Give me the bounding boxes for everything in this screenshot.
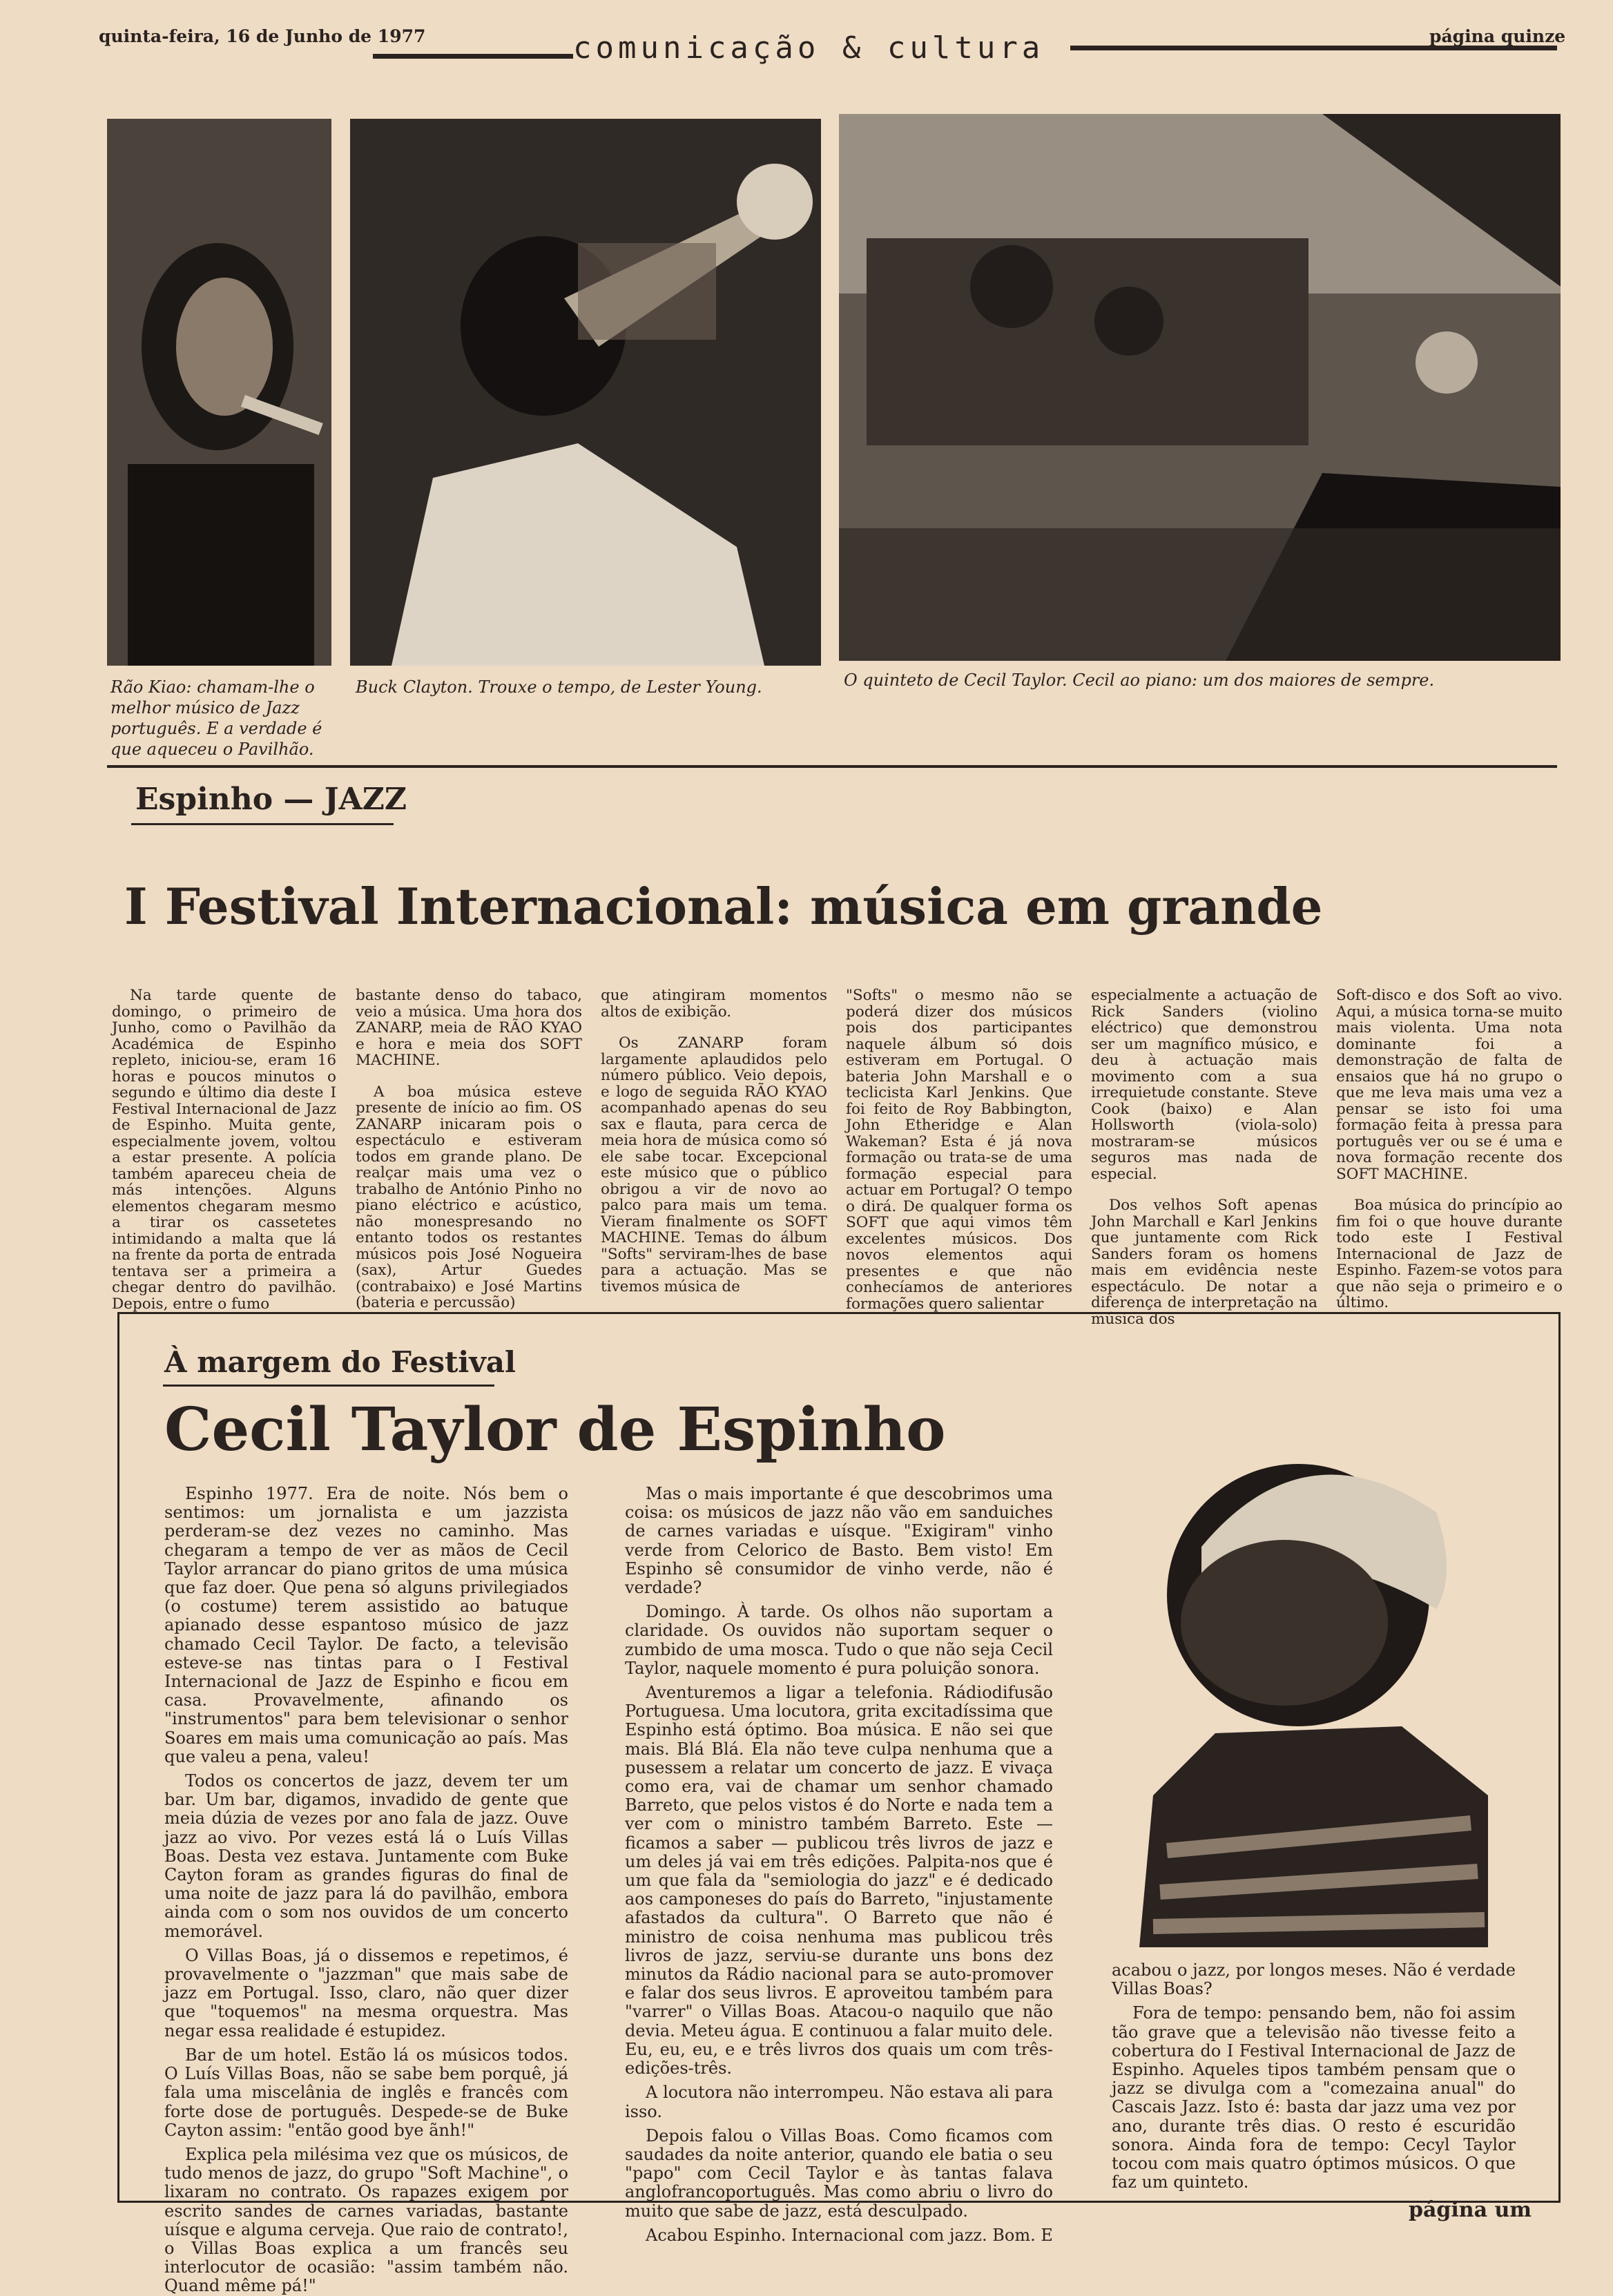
article-paragraph: Os ZANARP foram largamente aplaudidos pelo número público. Veio depois, e logo de seguida RÃO KYAO acompanhado apenas do seu sax e flauta, para cerca de meia hora de música como só ele sabe tocar. Excepcional este músico que o público obrigou a vir de novo ao palco para mais um tema. Vieram finalmente os SOFT MACHINE. Temas do álbum "Softs" serviram-lhes de base para a actuação. Mas se tivemos música de [601, 1034, 827, 1295]
article-column-5 [1091, 987, 1317, 1327]
sidebar-paragraph: Fora de tempo: pensando bem, não foi assim tão grave que a televisão não tivesse feito a cobertura do I Festival Internacional de Jazz de Espinho. Aqueles tipos também pensam que o jazz se divulga com a "comezaina anual" do Cascais Jazz. Isto é: basta dar jazz uma vez por ano, durante três dias. O resto é escuridão sonora. Ainda fora de tempo: Cecyl Taylor tocou com mais quatro óptimos músicos. O que faz um quinteto. [1112, 2003, 1516, 2192]
sidebar-paragraph: Explica pela milésima vez que os músicos, de tudo menos de jazz, do grupo "Soft Machine", o lixaram no contrato. Os rapazes exigem por escrito sandes de carnes variadas, bastante uísque e alguma cerveja. Que raio de contrato!, o Villas Boas explica a um francês seu interlocutor de ocasião: "assim também não. Quand même pá!" [164, 2144, 568, 2296]
article-paragraph: bastante denso do tabaco, veio a música. Uma hora dos ZANARP, meia de RÃO KYAO e hora e meia dos SOFT MACHINE. [356, 987, 582, 1069]
article-column-2 [356, 987, 582, 1311]
sidebar-paragraph: A locutora não interrompeu. Não estava ali para isso. [625, 2083, 1053, 2121]
photo-cecil-taylor [1112, 1436, 1488, 1947]
caption-photo-3: O quinteto de Cecil Taylor. Cecil ao piano: um dos maiores de sempre. [844, 671, 1435, 690]
sidebar-column-1 [164, 1485, 568, 2296]
sidebar-kicker-underline [163, 1385, 494, 1387]
sidebar-paragraph: Acabou Espinho. Internacional com jazz. Bom. E [646, 2225, 1053, 2245]
header-rule-right [1070, 46, 1557, 50]
saxophonist-photo-icon [107, 119, 331, 666]
photo-rao-kiao [107, 119, 331, 666]
photo-buck-clayton [350, 119, 821, 666]
article-paragraph: A boa música esteve presente de início ao fim. OS ZANARP inicaram pois o espectáculo e estiveram todos em grande plano. De realçar mais uma vez o trabalho de António Pinho no piano eléctrico e acústico, não monespresando no entanto todos os restantes músicos pois José Nogueira (sax), Artur Guedes (contrabaixo) e José Martins (bateria e percussão) [356, 1083, 582, 1311]
header-date: quinta-feira, 16 de Junho de 1977 [99, 26, 426, 46]
article-paragraph: Na tarde quente de domingo, o primeiro de Junho, como o Pavilhão da Académica de Espinho repleto, iniciou-se, eram 16 horas e poucos minutos o segundo e último dia deste I Festival Internacional de Jazz de Espinho. Muita gente, especialmente jovem, voltou a estar presente. A polícia também apareceu cheia de más intenções. Alguns elementos chegaram mesmo a tirar os cassetetes intimidando a malta que lá na frente da porta de entrada tentava ser a primeira a chegar dentro do pavilhão. Depois, entre o fumo [112, 987, 336, 1313]
section-divider [107, 765, 1557, 768]
caption-photo-2: Buck Clayton. Trouxe o tempo, de Lester Young. [356, 677, 762, 697]
caption-photo-1: Rão Kiao: chamam-lhe o melhor músico de Jazz português. E a verdade é que aqueceu o Pavilhão. [110, 677, 322, 759]
header-section: comunicação & cultura [573, 30, 1045, 66]
sidebar-paragraph: Todos os concertos de jazz, devem ter um bar. Um bar, digamos, invadido de gente que meia dúzia de vezes por ano fala de jazz. Ouve jazz ao vivo. Por vezes está lá o Luís Villas Boas. Desta vez estava. Juntamente com Buke Cayton foram as grandes figuras do final de uma noite de jazz para lá do pavilhão, embora ainda com o som nos ouvidos de um concerto memorável. [164, 1771, 568, 1941]
header-page: página quinze [1429, 26, 1566, 46]
section-label-underline [131, 823, 394, 825]
sidebar-paragraph: O Villas Boas, já o dissemos e repetimos, é provavelmente o "jazzman" que mais sabe de jazz em Portugal. Isso, claro, não quer dizer que "toquemos" na mesma orquestra. Mas negar essa realidade é estupidez. [164, 1945, 568, 2041]
sidebar-column-3 [1112, 1961, 1516, 2192]
article-paragraph: que atingiram momentos altos de exibição. [601, 987, 827, 1021]
article-column-1 [112, 987, 336, 1312]
sidebar-paragraph: Domingo. À tarde. Os olhos não suportam a claridade. Os ouvidos não suportam sequer o zumbido de uma mosca. Tudo o que não seja Cecil Taylor, naquele momento é pura poluição sonora. [625, 1602, 1053, 1678]
quintet-photo-icon [839, 114, 1561, 661]
footer-page-ref: página um [1409, 2198, 1532, 2222]
article-paragraph: especialmente a actuação de Rick Sanders (violino eléctrico) que demonstrou ser um magnífico músico, e deu à actuação mais movimento com a sua irrequietude constante. Steve Cook (baixo) e Alan Hollsworth (viola-solo) mostraram-se músicos seguros mas nada de especial. [1091, 987, 1317, 1183]
trumpeter-photo-icon [350, 119, 821, 666]
sidebar-paragraph: Espinho 1977. Era de noite. Nós bem o sentimos: um jornalista e um jazzista perderam-se dez vezes no caminho. Mas chegaram a tempo de ver as mãos de Cecil Taylor arrancar do piano gritos de uma música que faz doer. Que pena só alguns privilegiados (o costume) terem assistido ao batuque apianado desse espantoso músico de jazz chamado Cecil Taylor. De facto, a televisão esteve-se nas tintas para o I Festival Internacional de Jazz de Espinho e ficou em casa. Provavelmente, afinando os "instrumentos" para bem televisionar o senhor Soares em mais uma comunicação ao país. Mas que valeu a pena, valeu! [164, 1484, 568, 1766]
sidebar-column-2 [625, 1485, 1053, 2245]
cecil-taylor-photo-icon [1112, 1436, 1488, 1947]
header-rule-left [373, 54, 573, 59]
sidebar-kicker: À margem do Festival [164, 1345, 516, 1379]
article-headline: I Festival Internacional: música em grande [124, 877, 1323, 936]
article-paragraph: Dos velhos Soft apenas John Marchall e Karl Jenkins que juntamente com Rick Sanders foram os homens mais em evidência neste espectáculo. De notar a diferença de interpretação na música dos [1091, 1197, 1317, 1328]
article-column-4 [846, 987, 1072, 1312]
sidebar-title: Cecil Taylor de Espinho [164, 1395, 946, 1465]
article-paragraph: "Softs" o mesmo não se poderá dizer dos músicos pois dos participantes naquele álbum só dois estiveram em Portugal. O bateria John Marshall e o teclicista Karl Jenkins. Que foi feito de Roy Babbington, John Etheridge e Alan Wakeman? Esta é já nova formação ou trata-se de uma formação especial para actuar em Portugal? O tempo o dirá. De qualquer forma os SOFT que aqui vimos têm excelentes músicos. Dos novos elementos aqui presentes e que não conhecíamos de anteriores formações quero salientar [846, 987, 1072, 1313]
photo-cecil-taylor-quintet [839, 114, 1561, 661]
sidebar-paragraph: Mas o mais importante é que descobrimos uma coisa: os músicos de jazz não vão em sanduiches de carnes variadas e uísque. "Exigiram" vinho verde from Celorico de Basto. Bem visto! Em Espinho sê consumidor de vinho verde, não é verdade? [625, 1484, 1053, 1598]
sidebar-paragraph: Aventuremos a ligar a telefonia. Rádiodifusão Portuguesa. Uma locutora, grita excitadíssima que Espinho está óptimo. Boa música. E não sei que mais. Blá Blá. Ela não teve culpa nenhuma que a pusessem a relatar um concerto de jazz. E vivaça como era, vai de chamar um senhor chamado Barreto, que pelos vistos é do Norte e nada tem a ver com o ministro também Barreto. Este — ficamos a saber — publicou três livros de jazz e um deles já vai em três edições. Palpita-nos que é um que fala da "semiologia do jazz" e é dedicado aos camponeses do país do Barreto, "injustamente afastados da cultura". O Barreto que não é ministro de coisa nenhuma mas publicou três livros de jazz, serviu-se durante uns bons dez minutos da Rádio nacional para se auto-promover e falar dos seus livros. E aproveitou também para "varrer" o Villas Boas. Atacou-o naquilo que não devia. Meteu água. E continuou a falar muito dele. Eu, eu, eu, e e três livros dos quais um com três-edições-três. [625, 1683, 1053, 2078]
article-paragraph: Boa música do princípio ao fim foi o que houve durante todo este I Festival Internacional de Jazz de Espinho. Fazem-se votos para que não seja o primeiro e o último. [1336, 1197, 1563, 1311]
sidebar-paragraph: Bar de um hotel. Estão lá os músicos todos. O Luís Villas Boas, não se sabe bem porquê, já fala uma miscelânia de inglês e francês com forte dose de português. Despede-se de Buke Cayton assim: "então good bye ãnh!" [164, 2045, 568, 2140]
article-column-6 [1336, 987, 1563, 1311]
article-column-3 [601, 987, 827, 1295]
sidebar-paragraph: Depois falou o Villas Boas. Como ficamos com saudades da noite anterior, quando ele batia o seu "papo" com Cecil Taylor e às tantas falava anglofrancoportuguês. Mas como abriu o livro do muito que sabe de jazz, está desculpado. [625, 2125, 1053, 2221]
sidebar-paragraph: acabou o jazz, por longos meses. Não é verdade Villas Boas? [1112, 1960, 1516, 1999]
article-paragraph: Soft-disco e dos Soft ao vivo. Aqui, a música torna-se muito mais violenta. Uma nota dominante foi a demonstração de falta de ensaios que há no grupo o que me leva mais uma vez a pensar se isto foi uma formação feita à pressa para português ver ou se é uma e nova formação recente dos SOFT MACHINE. [1336, 987, 1563, 1183]
section-label: Espinho — JAZZ [135, 782, 407, 817]
